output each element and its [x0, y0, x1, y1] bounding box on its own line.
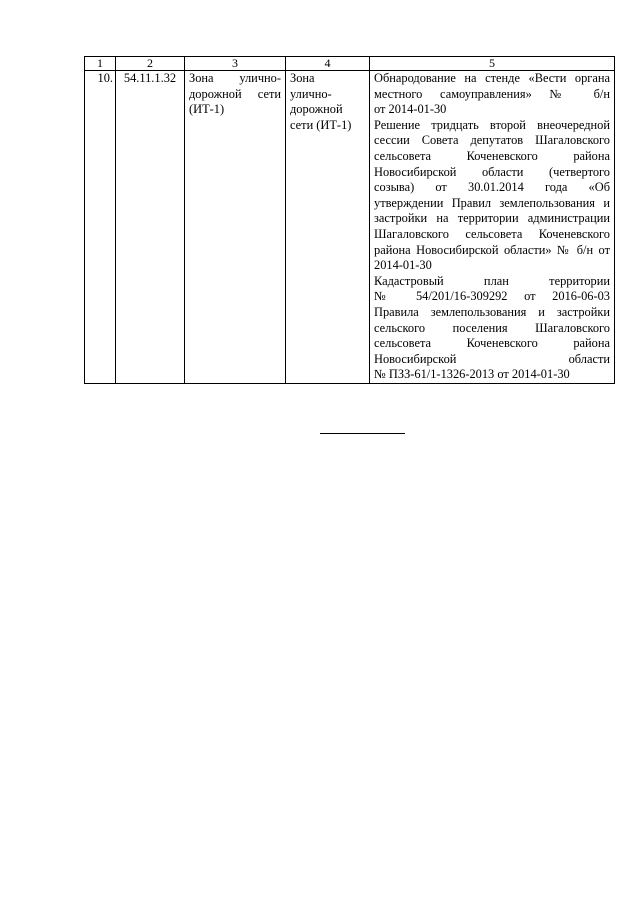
- doc-line: Новосибирской области: [374, 351, 610, 366]
- row-number: 10.: [85, 71, 116, 384]
- doc-publication: [374, 71, 610, 118]
- doc-line: Решение тридцать второй внеочередной: [374, 117, 610, 132]
- doc-line: 2014-01-30: [374, 258, 432, 273]
- doc-line: Шагаловского сельсовета Коченевского: [374, 226, 610, 241]
- zone-code: 54.11.1.32: [116, 71, 185, 384]
- doc-line: района Новосибирской области» № б/н от: [374, 242, 610, 257]
- column-number-4: 4: [286, 57, 370, 71]
- doc-line: Кадастровый план территории: [374, 273, 610, 288]
- zone-type-line: (ИТ-1): [189, 102, 225, 117]
- doc-land-use-rules: [374, 305, 610, 383]
- closing-separator-line: [320, 433, 405, 434]
- zone-name-line: улично-: [290, 86, 332, 101]
- zone-type: [185, 71, 286, 384]
- doc-line: Обнародование на стенде «Вести органа: [374, 71, 610, 85]
- doc-line: Новосибирской области (четвертого: [374, 164, 610, 179]
- doc-line: № ПЗЗ-61/1-1326-2013 от 2014-01-30: [374, 367, 570, 382]
- zone-name: [286, 71, 370, 384]
- doc-decision: [374, 118, 610, 274]
- zone-name-line: сети (ИТ-1): [290, 117, 352, 132]
- column-number-3: 3: [185, 57, 286, 71]
- column-number-2: 2: [116, 57, 185, 71]
- zone-type-line: Зона улично-: [189, 71, 281, 85]
- doc-line: Правила землепользования и застройки: [374, 304, 610, 319]
- doc-cadastral-plan: [374, 274, 610, 305]
- column-number-1: 1: [85, 57, 116, 71]
- doc-line: сессии Совета депутатов Шагаловского: [374, 133, 610, 148]
- doc-line: от 2014-01-30: [374, 102, 447, 117]
- zone-type-line: дорожной сети: [189, 86, 281, 101]
- doc-line: созыва) от 30.01.2014 года «Об: [374, 180, 610, 195]
- table-header-row: [85, 57, 615, 71]
- column-number-5: 5: [370, 57, 615, 71]
- doc-line: сельского поселения Шагаловского: [374, 320, 610, 335]
- zone-name-line: Зона: [290, 71, 315, 85]
- doc-line: местного самоуправления» № б/н: [374, 86, 610, 101]
- doc-line: сельсовета Коченевского района: [374, 148, 610, 163]
- table-row: [85, 71, 615, 384]
- doc-line: утверждении Правил землепользования и: [374, 195, 610, 210]
- doc-line: № 54/201/16-309292 от 2016-06-03: [374, 289, 610, 304]
- legal-documents: [370, 71, 615, 384]
- zone-name-line: дорожной: [290, 102, 343, 117]
- registry-table: [84, 56, 615, 384]
- doc-line: сельсовета Коченевского района: [374, 336, 610, 351]
- doc-line: застройки на территории администрации: [374, 211, 610, 226]
